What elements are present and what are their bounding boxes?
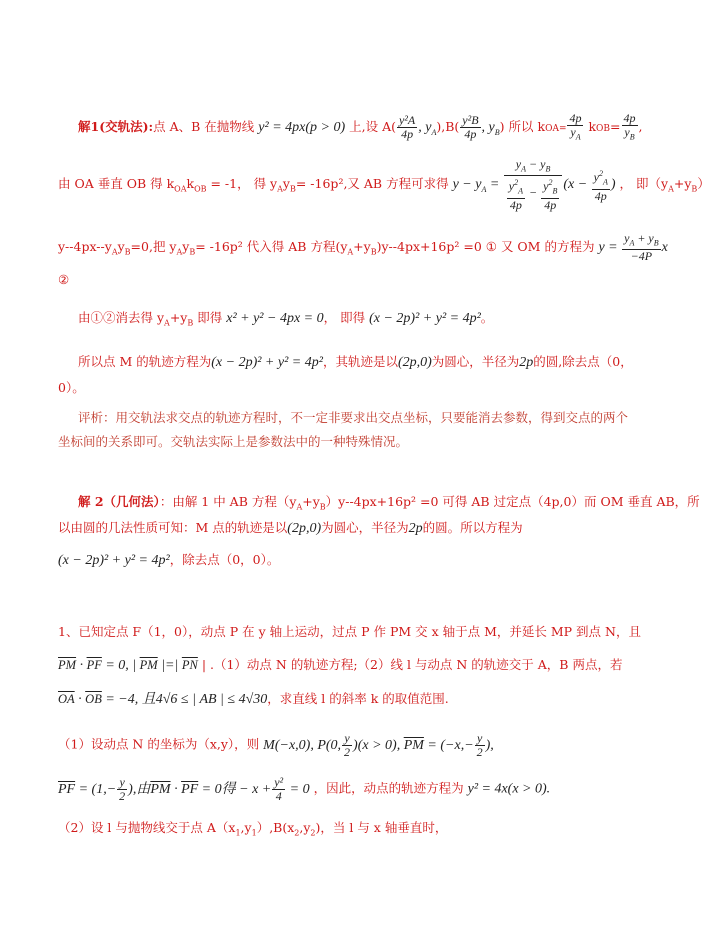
circled-two: ② [58, 272, 70, 287]
solution1-line: 解1(交轨法):点 A、B 在抛物线 y² = 4px(p > 0) 上,设 A( $\frac{\text{y²A}}{4p}$ , $y_A),B$( $\frac{\text{y²B}}{4p}$ , $y_B$) 所以 kOA= $\frac{4p}{y_A}$ kOB= $\frac{4p}{y_B}$ , [78, 111, 643, 142]
fraction-koa: $\frac{4p}{y_A}$ [569, 111, 582, 142]
problem1-line2: $\overline{PM} \cdot \overline{PF} = 0$, | $\overline{PM}$ |=| $\overline{PN}$ | .（1）动点 N 的轨迹方程;（2）线 l 与动点 N 的轨迹交于 A，B 两点，若 [58, 657, 623, 673]
ab-line-equation: $y - y_A$ = $y_A - y_B$ $\frac{y^2_A}{4p}$ − $\frac{y^2_B}{4p}$ (x − $\frac{y^2_A}{4p}$ ) [452, 157, 616, 212]
part1-line1: （1）设动点 N 的坐标为（x,y），则 M(−x,0), P(0, $\frac{y}{2}$ )(x > 0), $\overline{PM} = (-x,-$ $\frac{y}{2}$ ), [58, 731, 494, 759]
fraction-yB2-4p: $\frac{\text{y²B}}{4p}$ [462, 113, 479, 142]
parabola-equation: y² = 4px(p > 0) [258, 120, 346, 136]
solution1-line2: 由 OA 垂直 OB 得 $k_{OA}k_{OB} = -1$， 得 $y_Ay_B= -16p^2$,又 AB 方程可求得 $y - y_A$ = $y_A - y_B$ $\frac{y^2_A}{4p}$ − $\frac{y^2_B}{4p}$ (x − $\frac{y^2_A}{4p}$ ) ， 即$(y_A+y_B)$ [58, 157, 710, 212]
part2-line1: （2）设 l 与抛物线交于点 $A(x_1,y_1),B(x_2,y_2)$，当 l 与 x 轴垂直时， [58, 820, 448, 838]
om-equation: y = $\frac{y_A + y_B}{-4P}$ x [598, 231, 668, 264]
solution2-line3: (x − 2p)² + y² = 4p²，除去点（0，0）。 [58, 552, 280, 568]
solution1-line3: $y--4px--y_Ay_B=0$,把 $y_Ay_B= -16p^2$ 代入得 AB 方程$(y_A+y_B)y--4px+16p^2 =0$ ① 又 OM 的方程为 y = $\frac{y_A + y_B}{-4P}$ x [58, 231, 668, 264]
solution1-line5b: 0）。 [58, 380, 85, 395]
fraction-kob: $\frac{4p}{y_B}$ [623, 111, 636, 142]
problem1-line1: 1、已知定点 F（1，0），动点 P 在 y 轴上运动，过点 P 作 PM 交 x 轴于点 M，并延长 MP 到点 N，且 [58, 624, 641, 639]
solution1-heading: 解1(交轨法): [78, 119, 154, 135]
fraction-yA2-4p: $\frac{\text{y²A}}{4p}$ [398, 113, 416, 142]
solution2-heading: 解 2（几何法） [78, 494, 160, 509]
analysis-line1: 评析：用交轨法求交点的轨迹方程时，不一定非要求出交点坐标，只要能消去参数，得到交点的两个 [78, 410, 629, 425]
solution2-line2: 以由圆的几法性质可知：M 点的轨迹是以(2p,0)为圆心，半径为2p的圆。所以方程为 [58, 520, 523, 536]
part1-line2: $\overline{PF} = (1,-$ $\frac{y}{2}$ ),由$\overline{PM} \cdot \overline{PF} = 0$得 − x + $\frac{\text{y²}}{4}$ = 0 ，因此，动点的轨迹方程为 y² = 4x(x > 0). [58, 775, 551, 803]
solution1-line4: 由①②消去得 $y_A+y_B$ 即得 x² + y² − 4px = 0， 即得 (x − 2p)² + y² = 4p²。 [78, 310, 494, 328]
problem1-line3: $\overline{OA} \cdot \overline{OB} = -4$, 且4√6 ≤ | AB | ≤ 4√30，求直线 l 的斜率 k 的取值范围. [58, 691, 449, 707]
analysis-line2: 坐标间的关系即可。交轨法实际上是参数法中的一种特殊情况。 [58, 434, 409, 449]
solution2-line1: 解 2（几何法）：由解 1 中 AB 方程$(y_A+y_B)y--4px+16p^2 =0$ 可得 AB 过定点（4p,0）而 OM 垂直 AB，所 [78, 494, 700, 512]
solution1-line5: 所以点 M 的轨迹方程为(x − 2p)² + y² = 4p²，其轨迹是以(2p,0)为圆心，半径为2p的圆,除去点（0， [78, 354, 633, 370]
